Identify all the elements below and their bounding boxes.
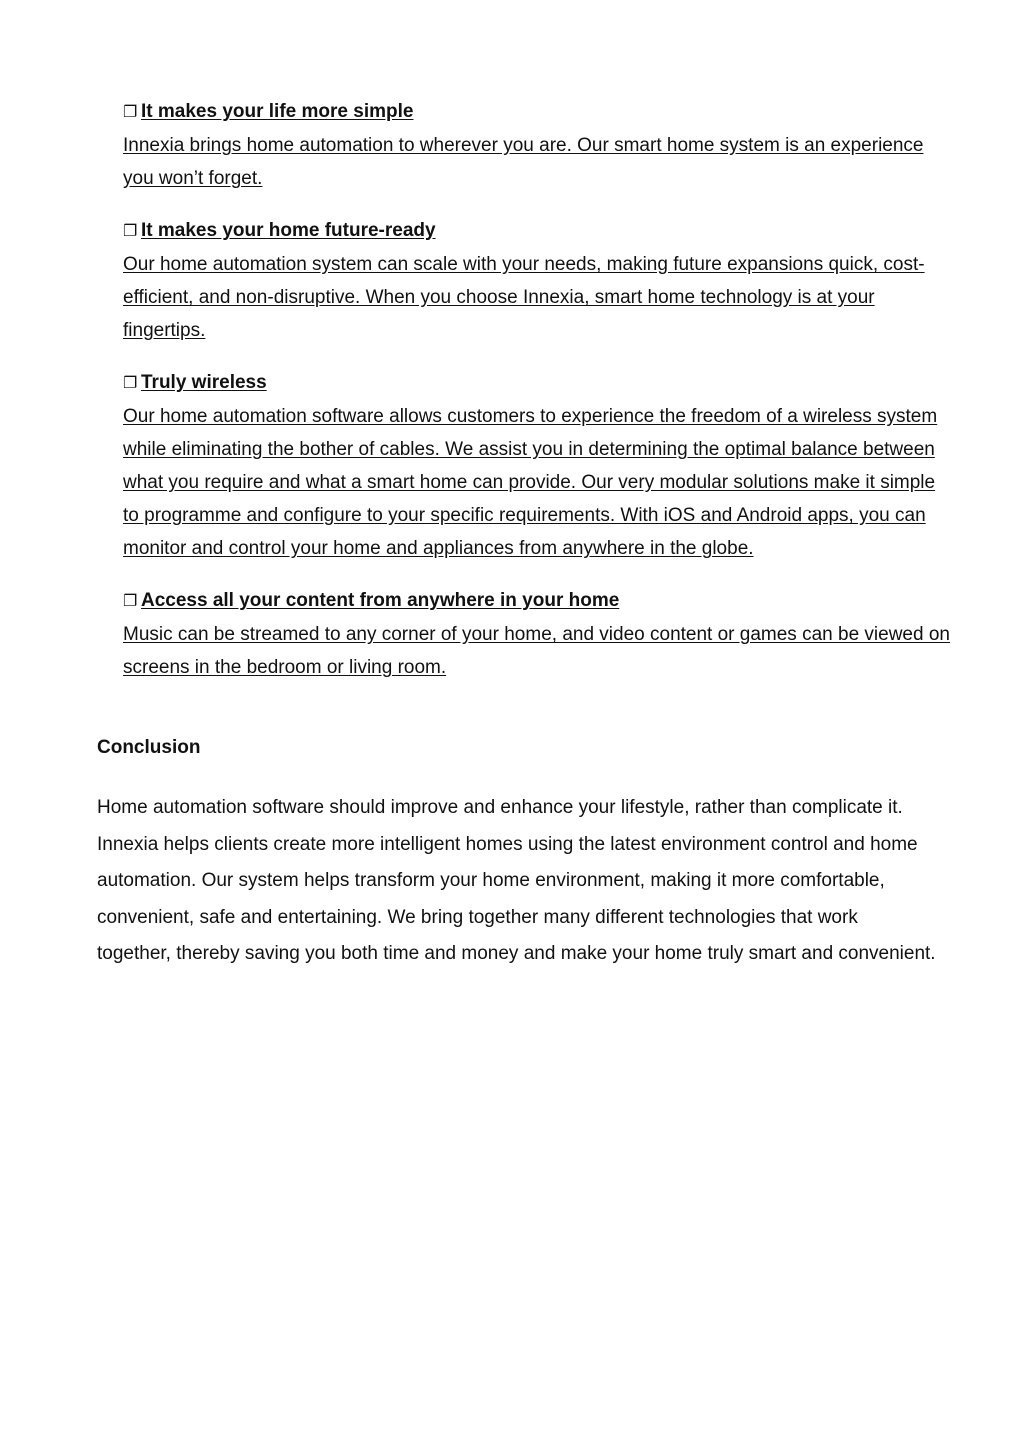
feature-title bbox=[123, 584, 953, 618]
feature-description: Music can be streamed to any corner of your home, and video content or games can be viewed on screens in the bedroom or living room. bbox=[123, 624, 950, 678]
checkbox-bullet-icon: ❐ bbox=[123, 223, 138, 240]
feature-description: Our home automation system can scale with your needs, making future expansions quick, cost-efficient, and non-disruptive. When you choose Innexia, smart home technology is at your fingertips. bbox=[123, 254, 925, 341]
checkbox-bullet-icon: ❐ bbox=[123, 375, 138, 392]
feature-list bbox=[123, 95, 953, 703]
feature-title bbox=[123, 95, 953, 129]
feature-description: Our home automation software allows customers to experience the freedom of a wireless system while eliminating the bother of cables. We assist you in determining the optimal balance between what you require and what a smart home can provide. Our very modular solutions make it simple to programme and configure to your specific requirements. With iOS and Android apps, you can monitor and control your home and appliances from anywhere in the globe. bbox=[123, 406, 938, 559]
feature-title bbox=[123, 214, 953, 248]
feature-item-future-ready bbox=[123, 214, 953, 347]
feature-title-text: It makes your life more simple bbox=[141, 101, 414, 122]
conclusion-section bbox=[97, 733, 937, 973]
feature-item-content-access bbox=[123, 584, 953, 684]
feature-item-simple bbox=[123, 95, 953, 195]
feature-title bbox=[123, 366, 953, 400]
feature-title-text: It makes your home future-ready bbox=[141, 220, 436, 241]
feature-title-text: Access all your content from anywhere in your home bbox=[141, 590, 620, 611]
checkbox-bullet-icon: ❐ bbox=[123, 593, 138, 610]
feature-title-text: Truly wireless bbox=[141, 372, 267, 393]
conclusion-heading: Conclusion bbox=[97, 737, 201, 758]
feature-item-wireless bbox=[123, 366, 953, 565]
checkbox-bullet-icon: ❐ bbox=[123, 104, 138, 121]
feature-description: Innexia brings home automation to wherever you are. Our smart home system is an experience you won’t forget. bbox=[123, 135, 924, 189]
conclusion-paragraph: Home automation software should improve and enhance your lifestyle, rather than complicate it. Innexia helps clients create more intelligent homes using the latest environment control and home automation. Our system helps transform your home environment, making it more comfortable, convenient, safe and entertaining. We bring together many different technologies that work together, thereby saving you both time and money and make your home truly smart and convenient. bbox=[97, 797, 936, 965]
